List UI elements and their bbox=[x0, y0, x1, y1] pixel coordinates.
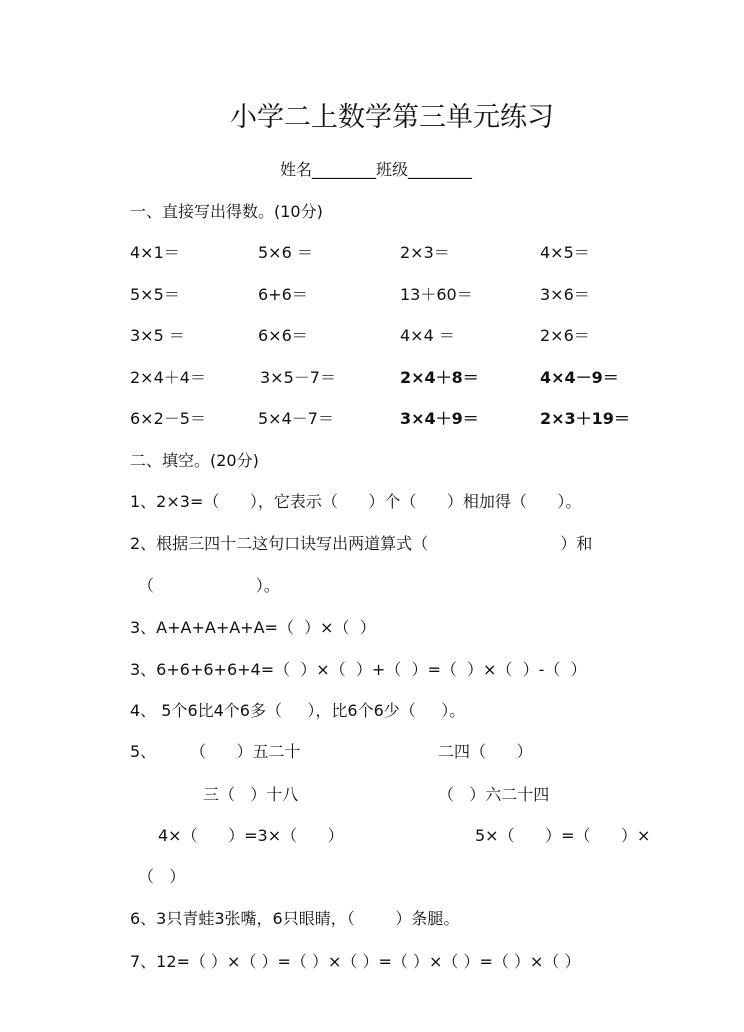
calc-item: 2×6＝ bbox=[540, 326, 590, 345]
calc-item: 13＋60＝ bbox=[400, 285, 473, 304]
calc-item: 2×3＝ bbox=[400, 243, 450, 262]
calc-item: 5×4－7＝ bbox=[258, 409, 334, 428]
question-1: 1、2×3=（ ），它表示（ ）个（ ）相加得（ ）。 bbox=[130, 492, 582, 511]
calc-item: 3×5－7＝ bbox=[260, 368, 336, 387]
question-5-item: （ ） bbox=[138, 867, 186, 886]
question-2-line1: 2、根据三四十二这句口诀写出两道算式（ ）和 bbox=[130, 534, 593, 553]
question-3b: 3、6+6+6+6+4=（ ）×（ ）+（ ）=（ ）×（ ）-（ ） bbox=[130, 660, 587, 679]
calc-item: 6×6＝ bbox=[258, 326, 308, 345]
calc-item: 2×3＋19＝ bbox=[540, 409, 630, 428]
question-5-item: 4×（ ）=3×（ ） bbox=[158, 826, 344, 845]
calc-item: 5×5＝ bbox=[130, 285, 180, 304]
calc-item: 6×2－5＝ bbox=[130, 409, 206, 428]
calc-item: 4×5＝ bbox=[540, 243, 590, 262]
calc-item: 3×6＝ bbox=[540, 285, 590, 304]
question-5-item: 5×（ ）=（ ）× bbox=[475, 826, 651, 845]
question-4: 4、 5个6比4个6多（ ），比6个6少（ ）。 bbox=[130, 701, 466, 720]
question-5-item: （ ）五二十 bbox=[190, 742, 301, 761]
question-5-label: 5、 bbox=[130, 742, 157, 761]
page-title: 小学二上数学第三单元练习 bbox=[230, 102, 554, 133]
calc-item: 6+6＝ bbox=[258, 285, 308, 304]
section1-heading: 一、直接写出得数。(10分) bbox=[130, 202, 323, 221]
calc-item: 2×4＋4＝ bbox=[130, 368, 206, 387]
question-5-item: 三（ ）十八 bbox=[203, 785, 299, 804]
calc-item: 3×5 ＝ bbox=[130, 326, 185, 345]
question-6: 6、3只青蛙3张嘴，6只眼睛，（ ）条腿。 bbox=[130, 909, 460, 928]
calc-item: 3×4＋9＝ bbox=[400, 409, 479, 428]
question-3a: 3、A+A+A+A+A=（ ）×（ ） bbox=[130, 618, 376, 637]
calc-item: 4×4 ＝ bbox=[400, 326, 455, 345]
calc-item: 4×1＝ bbox=[130, 243, 180, 262]
calc-item: 4×4－9＝ bbox=[540, 368, 619, 387]
name-class-line: 姓名________班级________ bbox=[280, 160, 473, 179]
question-5-item: 二四（ ） bbox=[438, 742, 533, 761]
question-7: 7、12=（ ）×（ ）=（ ）×（ ）=（ ）×（ ）=（ ）×（ ） bbox=[130, 952, 581, 971]
section2-heading: 二、填空。(20分) bbox=[130, 451, 259, 470]
calc-item: 5×6 ＝ bbox=[258, 243, 313, 262]
calc-item: 2×4＋8＝ bbox=[400, 368, 479, 387]
question-5-item: （ ）六二十四 bbox=[438, 785, 550, 804]
question-2-line2: （ ）。 bbox=[138, 576, 280, 595]
